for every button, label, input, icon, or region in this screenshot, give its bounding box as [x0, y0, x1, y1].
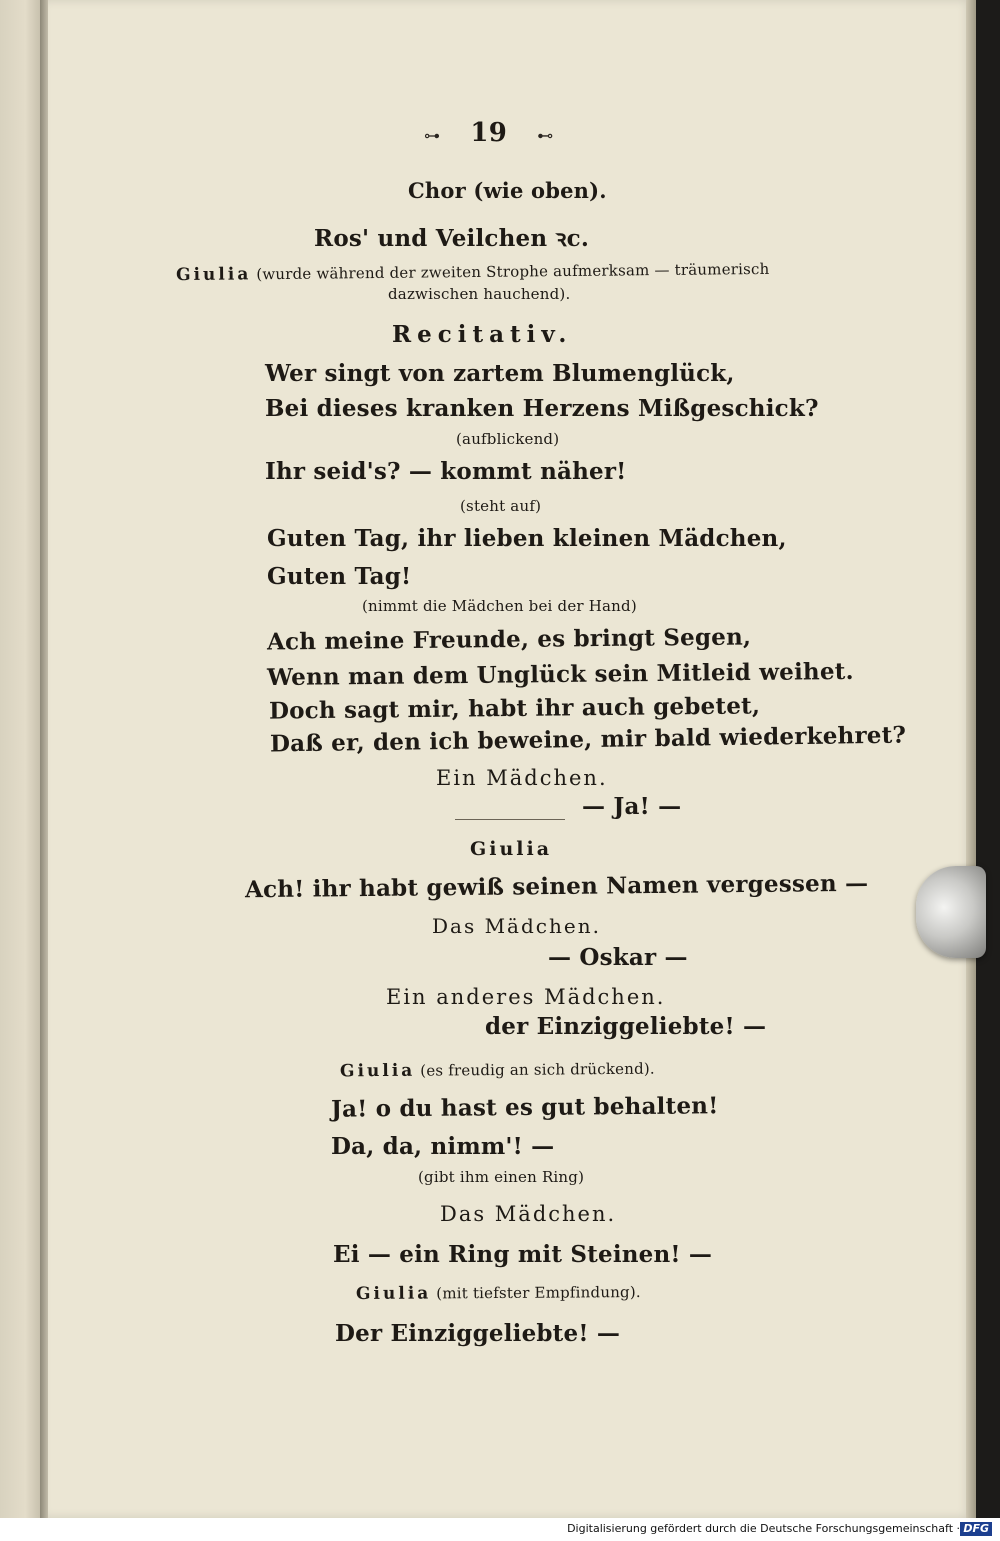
page-edge	[966, 0, 976, 1518]
verse-line: Wer singt von zartem Blumenglück,	[265, 360, 735, 387]
speaker-name: Giulia	[339, 1060, 416, 1082]
speaker-name: Giulia	[470, 838, 553, 860]
speaker-name: Ein Mädchen.	[436, 766, 608, 790]
verse-line: Guten Tag, ihr lieben kleinen Mädchen,	[267, 525, 787, 552]
verse-line: Ach! ihr habt gewiß seinen Namen vergessen —	[244, 869, 869, 904]
stage-direction: (steht auf)	[460, 497, 542, 515]
verse-line: Bei dieses kranken Herzens Mißgeschick?	[265, 395, 819, 422]
ornament-right-icon: ⊷	[537, 126, 554, 145]
speaker-name: Giulia	[175, 264, 252, 286]
text-line: Chor (wie oben).	[408, 178, 607, 203]
stage-direction: (mit tiefster Empfindung).	[436, 1283, 641, 1303]
verse-line: der Einziggeliebte! —	[485, 1013, 767, 1040]
verse-line: Guten Tag!	[267, 563, 412, 590]
verse-line: Ja! o du hast es gut behalten!	[330, 1092, 719, 1123]
verse-line: Doch sagt mir, habt ihr auch gebetet,	[268, 692, 761, 725]
speaker-direction-line	[340, 1059, 655, 1082]
verse-line: Ach meine Freunde, es bringt Segen,	[266, 623, 752, 656]
speaker-name: Das Mädchen.	[432, 914, 601, 938]
section-heading: Recitativ.	[392, 321, 573, 348]
stage-direction: (aufblickend)	[456, 430, 560, 448]
verse-line: Ei — ein Ring mit Steinen! —	[333, 1241, 713, 1268]
stage-direction: dazwischen hauchend).	[388, 285, 571, 303]
ornament-left-icon: ⊶	[424, 126, 441, 145]
dfg-logo: DFG	[960, 1522, 992, 1536]
verse-line: Da, da, nimm'! —	[331, 1133, 555, 1160]
divider	[455, 819, 565, 820]
page-clip	[916, 866, 986, 958]
page-number-line	[424, 118, 553, 148]
stage-direction: (wurde während der zweiten Strophe aufmerksam — träumerisch	[256, 259, 770, 284]
stage-direction: (es freudig an sich drückend).	[420, 1059, 655, 1080]
speaker-direction-line	[356, 1282, 641, 1304]
stage-direction: (gibt ihm einen Ring)	[418, 1168, 585, 1186]
footer-credit: Digitalisierung gefördert durch die Deutsche Forschungsgemeinschaft ·	[567, 1522, 960, 1535]
speaker-name: Ein anderes Mädchen.	[386, 985, 666, 1009]
verse-line: Daß er, den ich beweine, mir bald wiederkehret?	[269, 721, 907, 758]
verse-line: — Ja! —	[582, 793, 682, 820]
verse-line: Der Einziggeliebte! —	[335, 1320, 621, 1347]
page-number: 19	[470, 118, 508, 148]
verse-line: — Oskar —	[548, 944, 688, 971]
verse-line: Wenn man dem Unglück sein Mitleid weihet.	[266, 657, 854, 692]
verse-line: Ihr seid's? — kommt näher!	[265, 458, 627, 485]
speaker-name: Das Mädchen.	[440, 1202, 617, 1226]
footer-bar	[0, 1518, 1000, 1541]
text-line: Ros' und Veilchen ꝛc.	[314, 225, 590, 252]
stage-direction: (nimmt die Mädchen bei der Hand)	[362, 597, 637, 615]
speaker-name: Giulia	[355, 1283, 432, 1304]
